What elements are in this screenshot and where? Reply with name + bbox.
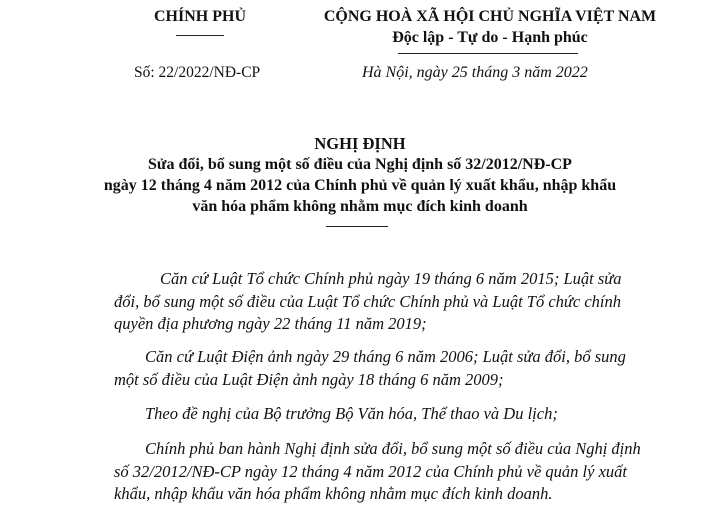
- paragraph-line: đổi, bổ sung một số điều của Luật Tổ chức Chính phủ và Luật Tổ chức chính: [114, 291, 622, 311]
- paragraph-line: Theo đề nghị của Bộ trưởng Bộ Văn hóa, Thể thao và Du lịch;: [145, 404, 558, 423]
- agency-underline: [176, 35, 224, 36]
- legal-basis-paragraph-1: [114, 268, 622, 336]
- paragraph-line: Căn cứ Luật Điện ảnh ngày 29 tháng 6 năm 2006; Luật sửa đổi, bổ sung: [145, 347, 626, 366]
- place-and-date: Hà Nội, ngày 25 tháng 3 năm 2022: [362, 64, 588, 81]
- title-line-1: Sửa đổi, bổ sung một số điều của Nghị định số 32/2012/NĐ-CP: [148, 156, 572, 173]
- legal-basis-paragraph-2: [114, 346, 626, 391]
- document-type: NGHỊ ĐỊNH: [314, 134, 406, 153]
- enactment-paragraph: [114, 438, 641, 506]
- motto-underline: [398, 53, 578, 54]
- paragraph-line: Căn cứ Luật Tổ chức Chính phủ ngày 19 tháng 6 năm 2015; Luật sửa: [160, 269, 622, 288]
- paragraph-line: quyền địa phương ngày 22 tháng 11 năm 2019;: [114, 314, 427, 333]
- proposal-paragraph: [114, 403, 610, 426]
- title-line-2: ngày 12 tháng 4 năm 2012 của Chính phủ về quản lý xuất khẩu, nhập khẩu: [103, 177, 617, 194]
- document-number: Số: 22/2022/NĐ-CP: [134, 64, 261, 81]
- nation-name: CỘNG HOÀ XÃ HỘI CHỦ NGHĨA VIỆT NAM: [323, 8, 657, 25]
- national-motto: Độc lập - Tự do - Hạnh phúc: [392, 29, 588, 46]
- paragraph-line: một số điều của Luật Điện ảnh ngày 18 tháng 6 năm 2009;: [114, 369, 504, 389]
- paragraph-line: số 32/2012/NĐ-CP ngày 12 tháng 4 năm 2012 của Chính phủ về quản lý xuất: [114, 461, 627, 481]
- title-line-3: văn hóa phẩm không nhằm mục đích kinh doanh: [192, 198, 528, 215]
- paragraph-line: Chính phủ ban hành Nghị định sửa đổi, bổ sung một số điều của Nghị định: [145, 439, 641, 458]
- issuing-agency: CHÍNH PHỦ: [154, 8, 246, 25]
- paragraph-line: khẩu, nhập khẩu văn hóa phẩm không nhằm mục đích kinh doanh.: [114, 484, 553, 503]
- title-underline: [326, 226, 388, 227]
